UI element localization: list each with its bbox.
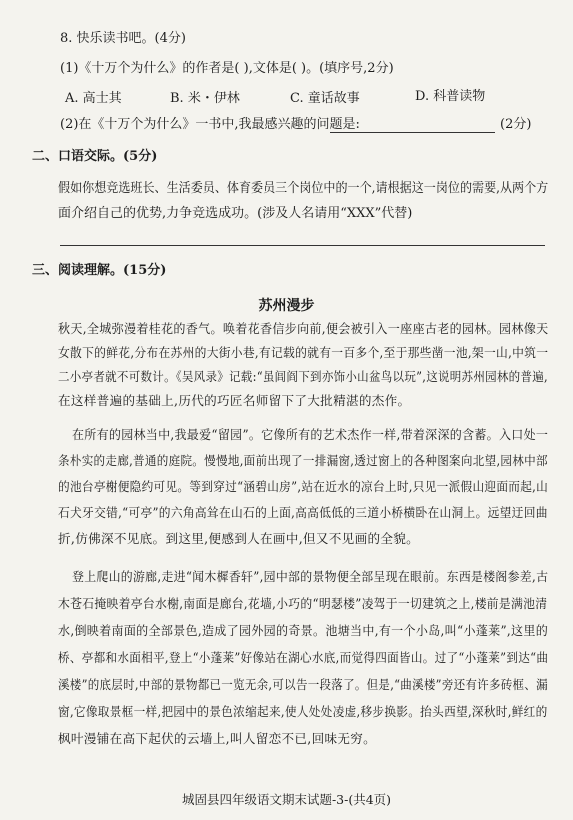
- para1-line-1: 秋天,全城弥漫着桂花的香气。唤着花香信步向前,便会被引入一座座古老的园林。园林像天: [58, 321, 549, 336]
- q8-sub2-score: (2分): [500, 117, 532, 132]
- para3-line-4: 桥、亭都和水面相平,登上“小蓬莱”好像站在湖心水底,而觉得四面皆山。过了“小蓬莱”到达“曲: [58, 650, 549, 665]
- para3-line-2: 木苍石掩映着亭台水榭,南面是廊台,花墙,小巧的“明瑟楼”凌驾于一切建筑之上,楼前是满池清: [58, 596, 548, 611]
- para1-line-4: 在这样普遍的基础上,历代的巧匠名师留下了大批精湛的杰作。: [58, 393, 411, 408]
- para2-line-5: 折,仿佛深不见底。到这里,便感到人在画中,但又不见画的全貌。: [58, 531, 420, 546]
- para1-line-3: 二小亭者就不可数计。《吴风录》记载:“虽闾阎下到亦饰小山盆鸟以玩”,这说明苏州园林的普遍,: [58, 369, 548, 384]
- section3-title: 三、阅读理解。(15分): [32, 263, 167, 278]
- section2-line-2: 面介绍自己的优势,力争竞选成功。(涉及人名请用“XXX”代替): [58, 206, 413, 221]
- para2-line-1: 在所有的园林当中,我最爱“留园”。它像所有的艺术杰作一样,带着深深的含蓄。入口处一: [72, 427, 549, 442]
- para2-line-2: 条朴实的走廊,普通的庭院。慢慢地,面前出现了一排漏窗,透过窗上的各种图案向北望,园林中部: [58, 453, 548, 468]
- q8-option-a: A. 高士其: [65, 91, 122, 106]
- para3-line-1: 登上爬山的游廊,走进“闻木樨香轩”,园中部的景物便全部呈现在眼前。东西是楼阁参差,古: [72, 569, 549, 584]
- q8-sub2: (2)在《十万个为什么》一书中,我最感兴趣的问题是:: [60, 117, 360, 132]
- passage-title: 苏州漫步: [258, 298, 315, 314]
- para3-line-6: 窗,它像取景框一样,把园中的景色浓缩起来,使人处处凌虚,移步换影。抬头西望,深秋时,鲜红的: [58, 704, 548, 719]
- para2-line-4: 石犬牙交错,“可亭”的六角高耸在山石的上面,高高低低的三道小桥横卧在山洞上。远望迂回曲: [58, 505, 548, 520]
- q8-title: 8. 快乐读书吧。(4分): [60, 31, 186, 46]
- q8-option-b: B. 米・伊林: [170, 91, 240, 106]
- q8-sub1: (1)《十万个为什么》的作者是( ),文体是( )。(填序号,2分): [60, 61, 394, 76]
- para3-line-3: 水,倒映着南面的全部景色,造成了园外园的奇景。池塘当中,有一个小岛,叫“小蓬莱”,这里的: [58, 623, 549, 638]
- q8-option-c: C. 童话故事: [290, 91, 360, 106]
- para1-line-2: 女散下的鲜花,分布在苏州的大街小巷,有记载的就有一百多个,至于那些凿一池,架一山,中筑一: [58, 345, 549, 360]
- para3-line-7: 枫叶漫铺在高下起伏的云墙上,叫人留恋不已,回味无穷。: [58, 731, 377, 746]
- section2-answer-line: [60, 245, 545, 246]
- q8-option-d: D. 科普读物: [415, 89, 486, 104]
- page-footer: 城固县四年级语文期末试题-3-(共4页): [181, 792, 392, 807]
- para2-line-3: 的池台亭榭便隐约可见。等到穿过“涵碧山房”,站在近水的凉台上时,只见一派假山迎面而起,山: [58, 479, 549, 494]
- section2-line-1: 假如你想竞选班长、生活委员、体育委员三个岗位中的一个,请根据这一岗位的需要,从两个方: [58, 181, 549, 196]
- q8-answer-blank: [330, 132, 495, 133]
- section2-title: 二、口语交际。(5分): [32, 149, 158, 164]
- para3-line-5: 溪楼”的底层时,中部的景物都已一览无余,可以告一段落了。但是,“曲溪楼”旁还有许多砖框、漏: [58, 677, 548, 692]
